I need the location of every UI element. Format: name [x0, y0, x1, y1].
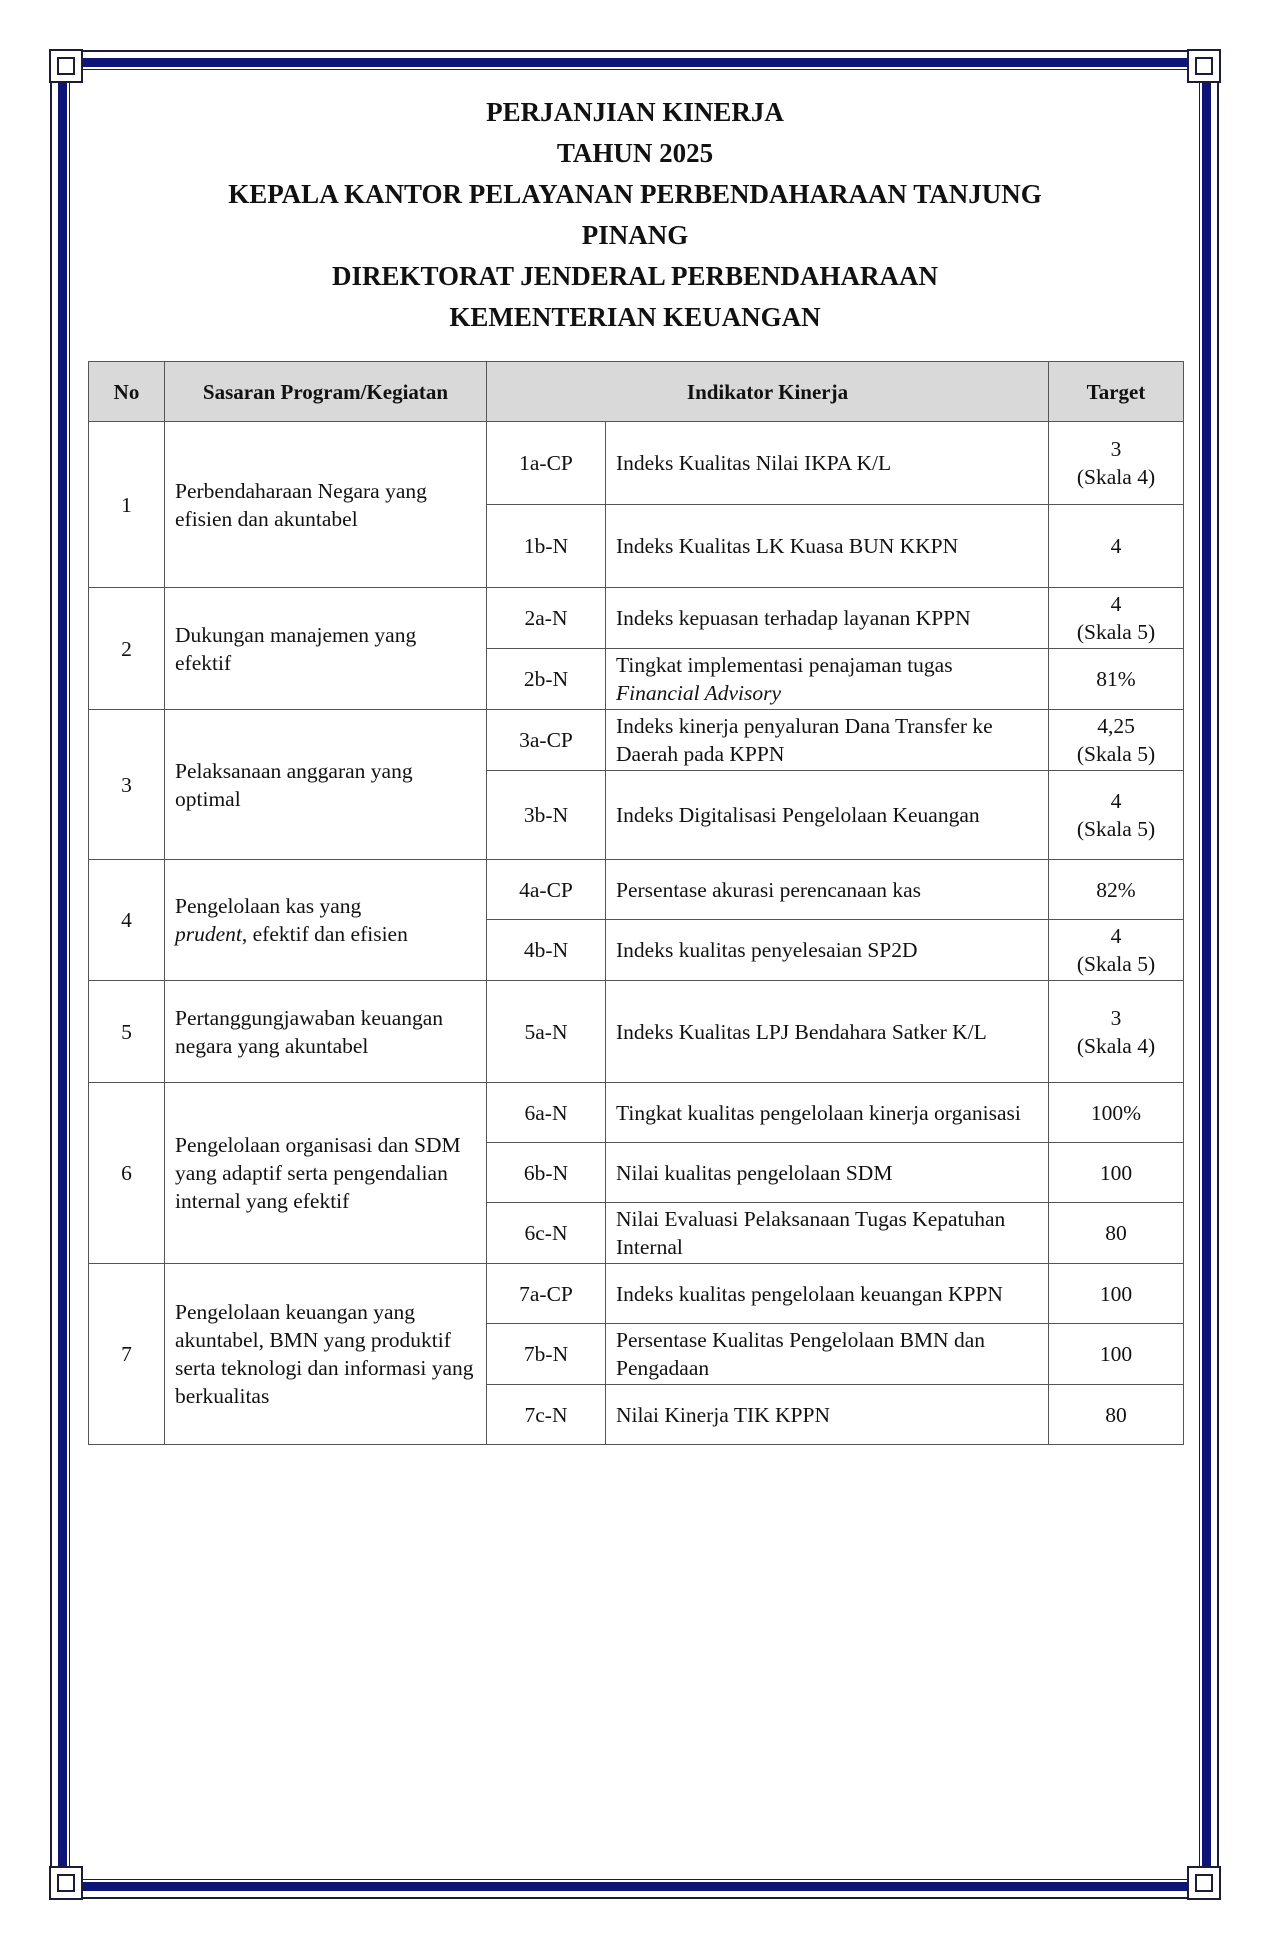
indicator-text: Indeks kualitas pengelolaan keuangan KPPN	[606, 1264, 1049, 1324]
indicator-italic-text: Financial Advisory	[616, 681, 782, 705]
indicator-text: Indeks Digitalisasi Pengelolaan Keuangan	[606, 771, 1049, 860]
sasaran-text: , efektif dan efisien	[241, 922, 408, 946]
header-indikator: Indikator Kinerja	[487, 362, 1049, 422]
indicator-code: 5a-N	[487, 981, 606, 1083]
indicator-text: Nilai Kinerja TIK KPPN	[606, 1385, 1049, 1445]
target-value: 4	[1110, 592, 1122, 616]
indicator-text: Indeks kepuasan terhadap layanan KPPN	[606, 588, 1049, 649]
title-line: PINANG	[581, 220, 689, 250]
title-line: DIREKTORAT JENDERAL PERBENDAHARAAN	[331, 261, 939, 291]
indicator-text: Persentase Kualitas Pengelolaan BMN dan Pengadaan	[606, 1324, 1049, 1385]
indicator-code: 4b-N	[487, 920, 606, 981]
indicator-text: Indeks Kualitas LPJ Bendahara Satker K/L	[606, 981, 1049, 1083]
target-value: 81%	[1096, 667, 1136, 691]
target-value: 82%	[1096, 877, 1136, 902]
sasaran-text: Pengelolaan kas yang	[175, 894, 362, 918]
title-line: TAHUN 2025	[556, 138, 714, 168]
target-value: 100	[1099, 1281, 1133, 1306]
frame-corner-ornament	[1187, 49, 1221, 83]
target-note: (Skala 5)	[1076, 952, 1156, 976]
target-cell	[1049, 1203, 1184, 1264]
table-row	[89, 981, 1184, 1083]
indicator-text: Tingkat implementasi penajaman tugas	[616, 653, 953, 677]
target-cell	[1049, 1083, 1184, 1143]
target-value: 3	[1110, 437, 1122, 461]
group-number: 7	[89, 1264, 165, 1445]
title-line: KEMENTERIAN KEUANGAN	[449, 302, 821, 332]
target-value: 4,25	[1097, 714, 1135, 738]
sasaran-cell: Pengelolaan organisasi dan SDM yang adaptif serta pengendalian internal yang efektif	[165, 1083, 487, 1264]
indicator-cell	[606, 649, 1049, 710]
table-header-row	[89, 362, 1184, 422]
indicator-code: 7c-N	[487, 1385, 606, 1445]
indicator-code: 1b-N	[487, 505, 606, 588]
group-number: 6	[89, 1083, 165, 1264]
performance-table	[88, 361, 1184, 1445]
target-cell	[1049, 505, 1184, 588]
target-cell	[1049, 588, 1184, 649]
target-value: 80	[1105, 1402, 1127, 1427]
title-line: PERJANJIAN KINERJA	[486, 97, 784, 127]
target-cell	[1049, 981, 1184, 1083]
target-value: 100%	[1090, 1100, 1142, 1125]
target-cell	[1049, 649, 1184, 710]
sasaran-cell: Pelaksanaan anggaran yang optimal	[165, 710, 487, 860]
sasaran-cell	[165, 860, 487, 981]
sasaran-italic-text: prudent	[175, 922, 242, 946]
table-row	[89, 588, 1184, 649]
indicator-code: 3a-CP	[487, 710, 606, 771]
indicator-text: Tingkat kualitas pengelolaan kinerja organisasi	[606, 1083, 1049, 1143]
target-value: 100	[1099, 1160, 1133, 1185]
group-number: 2	[89, 588, 165, 710]
frame-corner-ornament	[49, 49, 83, 83]
indicator-text: Nilai kualitas pengelolaan SDM	[606, 1143, 1049, 1203]
indicator-code: 7b-N	[487, 1324, 606, 1385]
group-number: 1	[89, 422, 165, 588]
indicator-text: Indeks Kualitas Nilai IKPA K/L	[606, 422, 1049, 505]
header-sasaran: Sasaran Program/Kegiatan	[165, 362, 487, 422]
indicator-code: 7a-CP	[487, 1264, 606, 1324]
target-value: 4	[1110, 534, 1122, 558]
indicator-code: 6a-N	[487, 1083, 606, 1143]
header-no: No	[89, 362, 165, 422]
target-note: (Skala 5)	[1076, 817, 1156, 841]
target-cell	[1049, 920, 1184, 981]
indicator-code: 2a-N	[487, 588, 606, 649]
indicator-text: Indeks kualitas penyelesaian SP2D	[606, 920, 1049, 981]
table-row	[89, 860, 1184, 920]
target-cell	[1049, 710, 1184, 771]
table-row	[89, 710, 1184, 771]
target-cell	[1049, 1324, 1184, 1385]
indicator-text: Nilai Evaluasi Pelaksanaan Tugas Kepatuhan Internal	[606, 1203, 1049, 1264]
group-number: 5	[89, 981, 165, 1083]
target-note: (Skala 4)	[1076, 1033, 1156, 1058]
target-cell	[1049, 860, 1184, 920]
target-value: 4	[1110, 789, 1122, 813]
indicator-code: 6b-N	[487, 1143, 606, 1203]
document-title	[120, 92, 1150, 338]
indicator-code: 6c-N	[487, 1203, 606, 1264]
target-cell	[1049, 1264, 1184, 1324]
target-value: 3	[1110, 1005, 1122, 1030]
indicator-text: Indeks Kualitas LK Kuasa BUN KKPN	[606, 505, 1049, 588]
indicator-code: 1a-CP	[487, 422, 606, 505]
target-note: (Skala 5)	[1076, 742, 1156, 766]
indicator-code: 3b-N	[487, 771, 606, 860]
target-cell	[1049, 422, 1184, 505]
header-target: Target	[1049, 362, 1184, 422]
frame-corner-ornament	[1187, 1866, 1221, 1900]
indicator-text: Persentase akurasi perencanaan kas	[606, 860, 1049, 920]
group-number: 4	[89, 860, 165, 981]
indicator-code: 2b-N	[487, 649, 606, 710]
indicator-code: 4a-CP	[487, 860, 606, 920]
frame-corner-ornament	[49, 1866, 83, 1900]
sasaran-cell: Perbendaharaan Negara yang efisien dan akuntabel	[165, 422, 487, 588]
target-value: 100	[1099, 1342, 1133, 1366]
group-number: 3	[89, 710, 165, 860]
target-note: (Skala 5)	[1076, 620, 1156, 644]
table-row	[89, 1083, 1184, 1143]
sasaran-cell: Pertanggungjawaban keuangan negara yang akuntabel	[165, 981, 487, 1083]
target-cell	[1049, 1143, 1184, 1203]
table-row	[89, 422, 1184, 505]
target-note: (Skala 4)	[1076, 465, 1156, 489]
target-cell	[1049, 1385, 1184, 1445]
indicator-text: Indeks kinerja penyaluran Dana Transfer ke Daerah pada KPPN	[606, 710, 1049, 771]
sasaran-cell: Pengelolaan keuangan yang akuntabel, BMN yang produktif serta teknologi dan informasi yang berkualitas	[165, 1264, 487, 1445]
target-value: 80	[1105, 1221, 1127, 1245]
target-value: 4	[1110, 924, 1122, 948]
sasaran-cell: Dukungan manajemen yang efektif	[165, 588, 487, 710]
title-line: KEPALA KANTOR PELAYANAN PERBENDAHARAAN TANJUNG	[228, 179, 1042, 209]
table-row	[89, 1264, 1184, 1324]
target-cell	[1049, 771, 1184, 860]
